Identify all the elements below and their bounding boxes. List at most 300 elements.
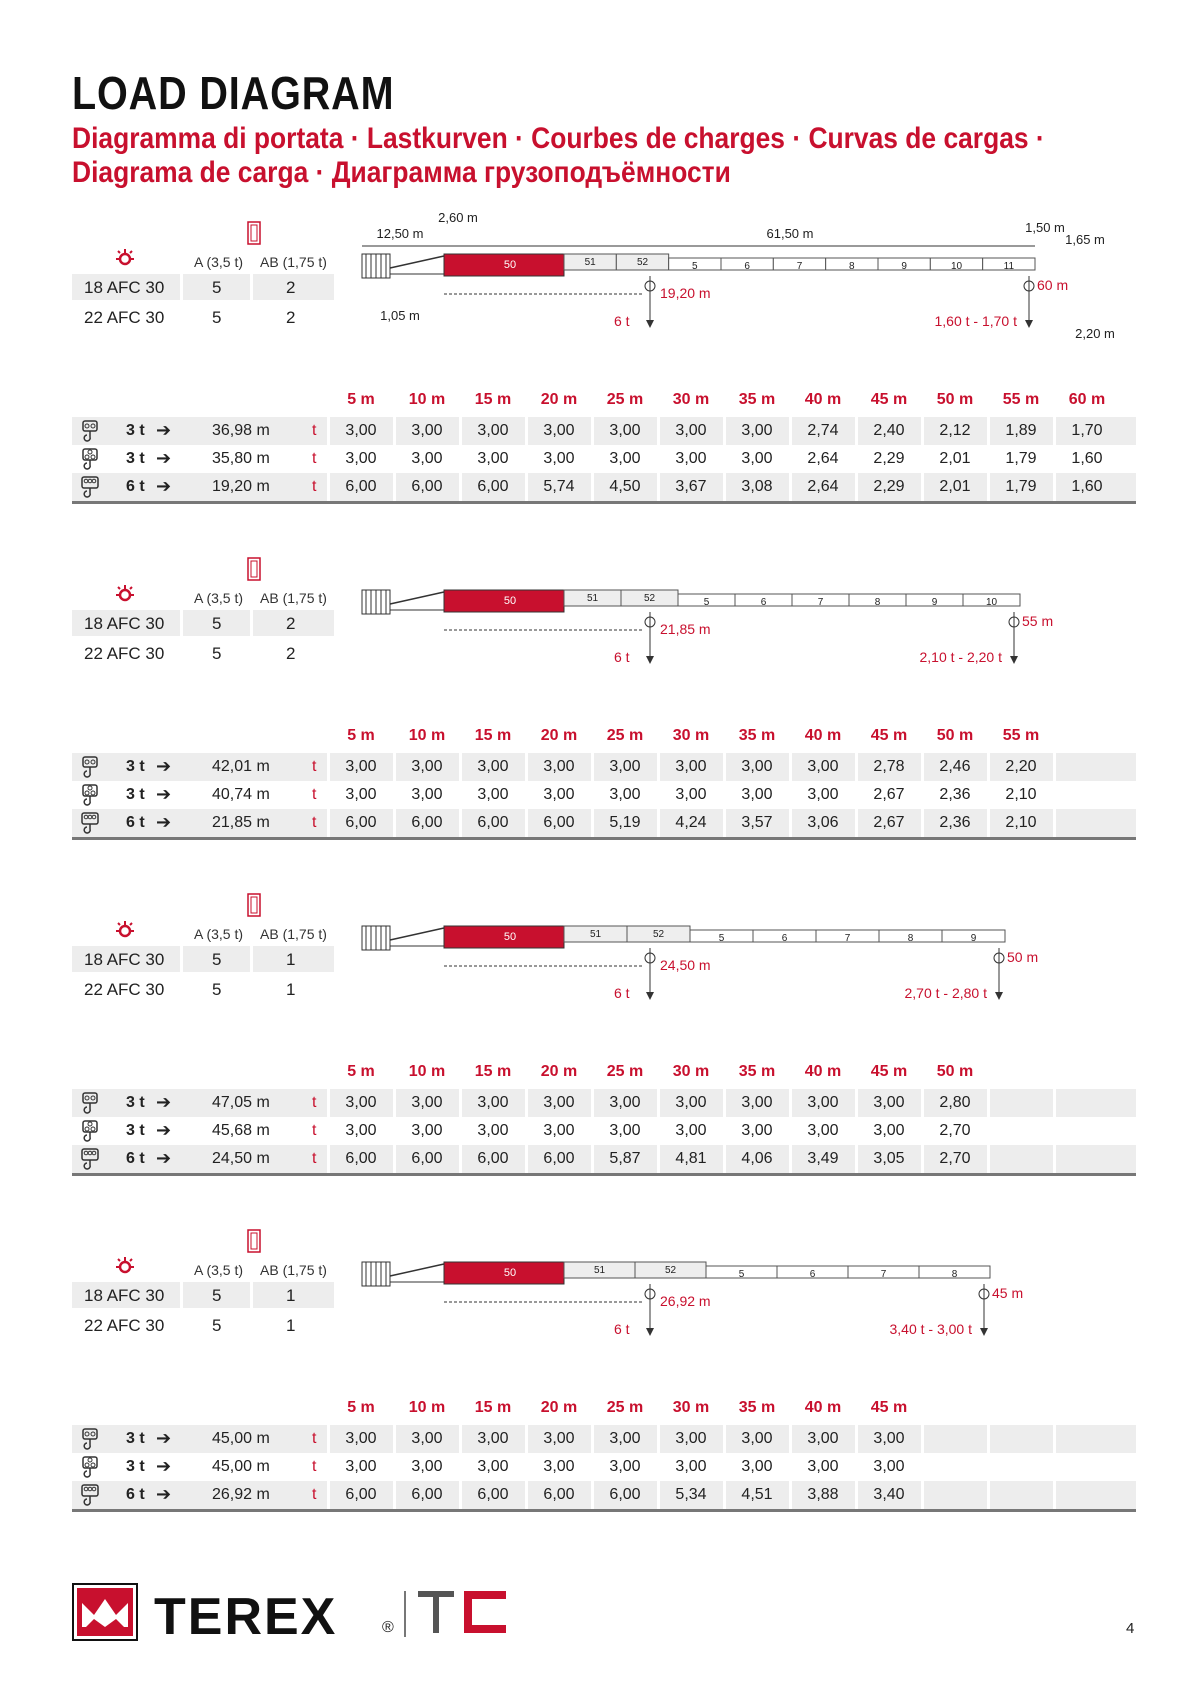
load-value: 3,00 [543,450,575,467]
load-value: 3,00 [477,450,509,467]
arrow-right-icon: ➔ [156,420,172,440]
page-title: LOAD DIAGRAM [72,67,395,119]
arrow-right-icon: ➔ [156,448,172,468]
unit-label: t [312,1094,317,1111]
jib-segment-label: 7 [817,597,824,608]
inner-radius-label: 26,92 m [660,1293,711,1309]
model-name: 22 AFC 30 [84,308,165,327]
load-row [72,1145,1136,1173]
hook-block-icon [80,419,100,448]
max-load-radius: 47,05 m [212,1094,270,1111]
load-chart [72,1063,1136,1183]
model-name: 22 AFC 30 [84,1316,165,1335]
door-icon [246,220,262,251]
load-value: 3,00 [609,1094,641,1111]
hook-block-icon [80,447,100,476]
chart-bottom-rule [72,501,1136,504]
inner-radius-label: 19,20 m [660,285,711,301]
terex-wordmark: TEREX [154,1588,338,1646]
model-name: 18 AFC 30 [84,1286,165,1305]
radius-label: 50 m [936,1063,974,1080]
jib-segment-label: 52 [636,257,649,268]
subtitle-line-1: Diagramma di portata · Lastkurven · Courbes de charges · Curvas de cargas · [72,122,1045,155]
radius-label: 5 m [347,1399,375,1416]
dim-tip-drop: 2,20 m [1075,326,1115,341]
load-value: 1,89 [1005,422,1037,439]
radius-label: 40 m [804,391,842,408]
max-load: 3 t [126,1094,145,1111]
load-row [72,1425,1136,1453]
cell-separator [180,976,183,1002]
jib-segment-label: 52 [664,1265,677,1276]
model-name: 18 AFC 30 [84,950,165,969]
config-row [72,274,334,300]
crane-hook-icon [112,916,138,947]
radius-label: 25 m [606,727,644,744]
tip-load-range: 2,70 t - 2,80 t [904,985,987,1001]
load-value: 2,46 [939,758,971,775]
radius-label: 40 m [804,1063,842,1080]
load-value: 3,00 [807,786,839,803]
load-value: 3,00 [873,1430,905,1447]
load-value: 3,67 [675,478,707,495]
config-header-ab: AB (1,75 t) [260,1262,327,1278]
load-value: 3,57 [741,814,773,831]
load-value: 2,36 [939,786,971,803]
load-value: 2,74 [807,422,839,439]
max-load: 3 t [126,786,145,803]
radius-label: 10 m [408,727,446,744]
config-a-value: 5 [212,308,222,327]
load-value: 3,00 [411,422,443,439]
cell-separator [180,1312,183,1338]
jib-segment-label: 9 [931,597,938,608]
tip-radius-label: 50 m [1007,949,1039,965]
load-value: 3,00 [543,1430,575,1447]
load-value: 6,00 [411,1150,443,1167]
jib-segment-label: 8 [849,261,855,272]
load-value: 6,00 [543,814,575,831]
load-value: 6,00 [543,1486,575,1503]
load-value: 2,78 [873,758,905,775]
load-value: 4,51 [741,1486,773,1503]
config-a-value: 5 [212,1286,222,1305]
tip-load-range: 1,60 t - 1,70 t [934,313,1017,329]
max-load-radius: 24,50 m [212,1150,270,1167]
tip-radius-label: 60 m [1037,277,1069,293]
cell-separator [1053,1481,1056,1509]
load-value: 3,00 [477,1458,509,1475]
radius-label: 55 m [1002,727,1040,744]
config-ab-value: 1 [286,1316,296,1335]
load-value: 3,00 [807,758,839,775]
config-a-value: 5 [212,278,222,297]
load-value: 3,06 [807,814,839,831]
max-load: 3 t [126,450,145,467]
jib-segment-label: 50 [503,595,517,607]
load-value: 5,34 [675,1486,707,1503]
load-value: 6,00 [411,478,443,495]
inner-load-label: 6 t [614,985,630,1001]
load-value: 3,00 [741,758,773,775]
jib-segment-label: 7 [880,1269,887,1280]
config-header-ab: AB (1,75 t) [260,590,327,606]
load-value: 2,01 [939,450,971,467]
radius-label: 15 m [474,1063,512,1080]
config-header-a: A (3,5 t) [194,254,244,270]
load-value: 6,00 [543,1150,575,1167]
radius-label: 25 m [606,1063,644,1080]
inner-load-label: 6 t [614,313,630,329]
arrow-right-icon: ➔ [156,1428,172,1448]
config-ab-value: 1 [286,980,296,999]
chart-bottom-rule [72,837,1136,840]
config-table [72,552,342,692]
load-value: 3,00 [873,1094,905,1111]
load-section [0,1224,1194,1554]
jib-segment-label: 52 [652,929,665,940]
terex-crown-icon [72,1583,138,1641]
radius-label: 5 m [347,391,375,408]
unit-label: t [312,450,317,467]
radius-label: 25 m [606,391,644,408]
load-chart [72,391,1136,511]
max-load: 6 t [126,1150,145,1167]
load-value: 3,00 [411,1094,443,1111]
model-name: 22 AFC 30 [84,644,165,663]
load-value: 6,00 [345,1486,377,1503]
unit-label: t [312,422,317,439]
radius-label: 25 m [606,1399,644,1416]
jib-segment-label: 5 [692,261,698,272]
radius-label: 20 m [540,1063,578,1080]
max-load-radius: 42,01 m [212,758,270,775]
radius-label: 20 m [540,391,578,408]
max-load: 6 t [126,478,145,495]
hook-block-icon [80,475,100,504]
load-value: 2,10 [1005,814,1037,831]
load-value: 3,00 [675,758,707,775]
radius-label: 35 m [738,391,776,408]
cell-separator [250,274,253,300]
inner-load-label: 6 t [614,1321,630,1337]
config-header-ab: AB (1,75 t) [260,254,327,270]
load-value: 3,00 [411,786,443,803]
jib-segment-label: 51 [593,1265,606,1276]
load-value: 3,00 [345,786,377,803]
jib-segment-label: 10 [950,261,963,272]
load-value: 3,00 [609,422,641,439]
load-value: 3,00 [741,1094,773,1111]
jib-segment-label: 7 [796,261,803,272]
max-load-radius: 45,00 m [212,1458,270,1475]
config-a-value: 5 [212,1316,222,1335]
load-value: 3,00 [609,1458,641,1475]
load-value: 3,00 [741,1122,773,1139]
unit-label: t [312,814,317,831]
config-ab-value: 1 [286,1286,296,1305]
hook-block-icon [80,1147,100,1176]
cell-separator [180,946,183,972]
load-value: 3,00 [741,422,773,439]
config-table [72,888,342,1028]
max-load-radius: 36,98 m [212,422,270,439]
config-ab-value: 1 [286,950,296,969]
load-value: 3,88 [807,1486,839,1503]
jib-segment-label: 7 [844,933,851,944]
load-value: 2,70 [939,1122,971,1139]
load-value: 3,00 [609,450,641,467]
hook-block-icon [80,1483,100,1512]
radius-label: 35 m [738,727,776,744]
model-name: 18 AFC 30 [84,278,165,297]
load-chart [72,727,1136,847]
jib-segment-label: 6 [781,933,788,944]
max-load-radius: 40,74 m [212,786,270,803]
radius-label: 10 m [408,391,446,408]
jib-diagram-wrap [350,542,1150,697]
crane-hook-icon [112,580,138,611]
load-value: 3,00 [807,1458,839,1475]
load-value: 6,00 [477,1150,509,1167]
jib-segment-label: 51 [589,929,602,940]
jib-segment-label: 8 [907,933,914,944]
radius-header [72,727,1136,749]
load-value: 2,70 [939,1150,971,1167]
tip-load-arrow [980,1328,988,1336]
arrow-right-icon: ➔ [156,784,172,804]
load-value: 3,00 [675,422,707,439]
cell-separator [1053,1145,1056,1173]
subtitle-line-2: Diagrama de carga · Диаграмма грузоподъёмности [72,156,731,189]
crane-hook-icon [112,244,138,275]
load-value: 3,00 [675,450,707,467]
tip-load-arrow [1010,656,1018,664]
load-value: 3,00 [477,1430,509,1447]
load-value: 3,00 [477,1094,509,1111]
load-value: 2,20 [1005,758,1037,775]
radius-label: 20 m [540,1399,578,1416]
tc-logo-icon [416,1589,516,1639]
load-value: 6,00 [477,1486,509,1503]
arrow-right-icon: ➔ [156,1120,172,1140]
radius-label: 5 m [347,1063,375,1080]
arrow-right-icon: ➔ [156,1456,172,1476]
inner-load-arrow [646,992,654,1000]
load-value: 6,00 [345,1150,377,1167]
tip-radius-label: 45 m [992,1285,1024,1301]
load-row [72,1117,1136,1145]
radius-label: 40 m [804,1399,842,1416]
jib-diagram [350,878,1150,1028]
load-value: 3,00 [873,1458,905,1475]
model-name: 22 AFC 30 [84,980,165,999]
counterjib [390,256,444,268]
jib-segment-label: 51 [586,593,599,604]
load-value: 3,00 [543,1458,575,1475]
config-ab-value: 2 [286,308,296,327]
arrow-right-icon: ➔ [156,1484,172,1504]
radius-header [72,391,1136,413]
load-row [72,473,1136,501]
jib-segment-label: 51 [584,257,596,268]
load-value: 6,00 [411,814,443,831]
radius-label: 10 m [408,1399,446,1416]
load-row [72,753,1136,781]
load-value: 3,00 [345,422,377,439]
radius-label: 35 m [738,1063,776,1080]
radius-label: 30 m [672,1063,710,1080]
jib-diagram-wrap [350,878,1150,1033]
hook-block-icon [80,783,100,812]
load-value: 5,19 [609,814,641,831]
load-value: 3,00 [675,786,707,803]
load-value: 3,00 [807,1122,839,1139]
unit-label: t [312,1122,317,1139]
load-value: 1,70 [1071,422,1103,439]
dim-mast-head: 2,60 m [438,210,478,225]
load-section [0,552,1194,882]
chart-bottom-rule [72,1173,1136,1176]
counterjib [390,1264,444,1276]
load-value: 3,00 [411,450,443,467]
config-row [72,946,334,972]
load-row [72,417,1136,445]
load-value: 4,24 [675,814,707,831]
inner-load-label: 6 t [614,649,630,665]
load-row [72,1453,1136,1481]
load-row [72,809,1136,837]
cell-separator [250,946,253,972]
load-value: 6,00 [345,478,377,495]
chart-bottom-rule [72,1509,1136,1512]
cell-separator [250,610,253,636]
load-value: 2,40 [873,422,905,439]
radius-label: 15 m [474,391,512,408]
load-value: 3,00 [345,1122,377,1139]
load-value: 3,00 [411,1430,443,1447]
max-load-radius: 26,92 m [212,1486,270,1503]
load-value: 2,10 [1005,786,1037,803]
jib-segment-label: 8 [874,597,881,608]
dim-tip-ext: 1,50 m [1025,220,1065,235]
load-value: 2,67 [873,814,905,831]
config-ab-value: 2 [286,278,296,297]
load-value: 2,29 [873,478,905,495]
cell-separator [250,304,253,330]
cell-separator [987,1425,990,1453]
jib-diagram [350,206,1150,356]
unit-label: t [312,1430,317,1447]
cell-separator [987,1453,990,1481]
load-value: 3,00 [609,1430,641,1447]
unit-label: t [312,1458,317,1475]
cell-separator [250,1282,253,1308]
arrow-right-icon: ➔ [156,812,172,832]
radius-label: 30 m [672,391,710,408]
load-value: 2,01 [939,478,971,495]
door-icon [246,556,262,587]
load-value: 5,87 [609,1150,641,1167]
load-value: 3,00 [675,1094,707,1111]
tip-load-range: 2,10 t - 2,20 t [919,649,1002,665]
load-value: 3,00 [477,1122,509,1139]
jib-segment-label: 5 [718,933,725,944]
load-value: 3,00 [609,758,641,775]
config-table [72,216,342,356]
load-value: 3,00 [345,450,377,467]
load-value: 6,00 [477,814,509,831]
hook-block-icon [80,1427,100,1456]
load-value: 6,00 [609,1486,641,1503]
dim-tip-height: 1,65 m [1065,232,1105,247]
inner-load-arrow [646,320,654,328]
load-value: 3,00 [543,1122,575,1139]
config-a-value: 5 [212,980,222,999]
hook-block-icon [80,1119,100,1148]
tip-load-arrow [995,992,1003,1000]
jib-segment-label: 50 [503,259,517,271]
arrow-right-icon: ➔ [156,476,172,496]
unit-label: t [312,478,317,495]
jib-segment-label: 50 [503,1267,517,1279]
load-value: 3,00 [543,786,575,803]
config-ab-value: 2 [286,614,296,633]
max-load-radius: 21,85 m [212,814,270,831]
max-load: 3 t [126,758,145,775]
config-header-a: A (3,5 t) [194,590,244,606]
config-header-a: A (3,5 t) [194,1262,244,1278]
radius-label: 40 m [804,727,842,744]
load-row [72,781,1136,809]
logo-divider [404,1591,406,1637]
config-row [72,976,334,1002]
radius-label: 30 m [672,727,710,744]
config-row [72,640,334,666]
load-value: 3,00 [741,450,773,467]
unit-label: t [312,786,317,803]
jib-diagram-wrap [350,206,1150,361]
load-row [72,445,1136,473]
config-row [72,610,334,636]
radius-label: 45 m [870,727,908,744]
load-value: 1,79 [1005,478,1037,495]
dim-jib-length: 61,50 m [766,226,814,241]
terex-logo [72,1583,532,1646]
load-value: 3,00 [675,1122,707,1139]
load-value: 1,60 [1071,478,1103,495]
load-value: 6,00 [345,814,377,831]
radius-label: 20 m [540,727,578,744]
jib-diagram [350,1214,1150,1364]
load-value: 3,00 [411,758,443,775]
radius-header [72,1399,1136,1421]
radius-label: 30 m [672,1399,710,1416]
max-load-radius: 45,00 m [212,1430,270,1447]
max-load: 3 t [126,1430,145,1447]
load-value: 4,81 [675,1150,707,1167]
load-value: 3,00 [345,1430,377,1447]
dim-counter-drop: 1,05 m [380,308,420,323]
hook-block-icon [80,1455,100,1484]
load-value: 2,64 [807,450,839,467]
cell-separator [180,304,183,330]
unit-label: t [312,1486,317,1503]
door-icon [246,892,262,923]
load-value: 3,00 [543,758,575,775]
load-value: 3,00 [675,1430,707,1447]
load-value: 2,29 [873,450,905,467]
